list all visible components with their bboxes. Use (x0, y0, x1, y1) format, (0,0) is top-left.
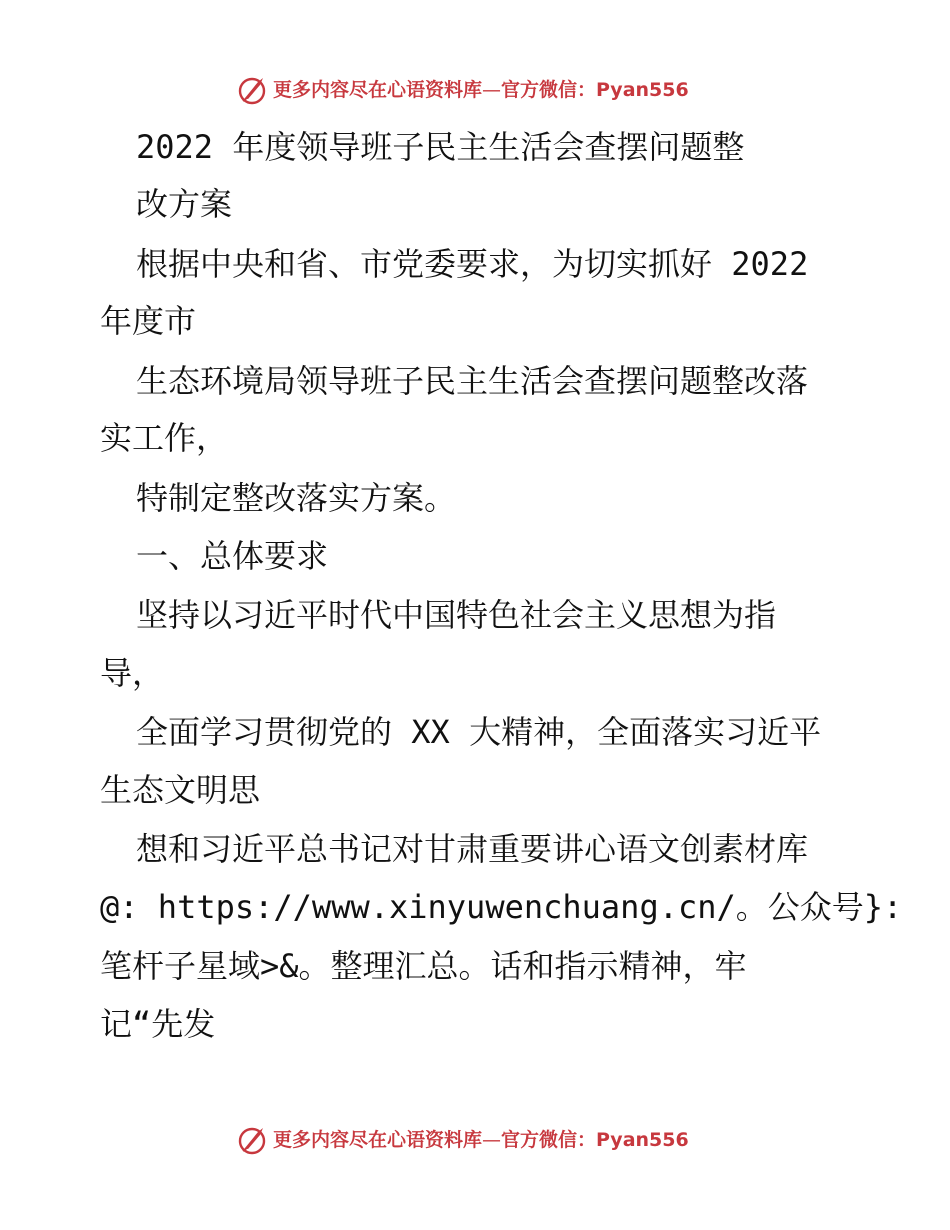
text-line: 生态环境局领导班子民主生活会查摆问题整改落 (136, 362, 809, 400)
watermark-official: 官方微信： (501, 79, 597, 101)
watermark-wechat-id: Pyan556 (596, 79, 689, 101)
watermark-wechat-id: Pyan556 (596, 1129, 689, 1151)
text-line: 特制定整改落实方案。 (136, 479, 457, 517)
text-line: @: https://www.xinyuwenchuang.cn/。公众号}: (100, 888, 903, 926)
watermark-text (273, 77, 689, 103)
text-line: 导， (100, 654, 165, 692)
text-line: 想和习近平总书记对甘肃重要讲心语文创素材库 (136, 830, 809, 868)
watermark-text (273, 1127, 689, 1153)
watermark-official: 官方微信： (501, 1129, 597, 1151)
text-line: 生态文明思 (100, 771, 261, 809)
text-line: 记“先发 (100, 1005, 216, 1043)
section-heading: 一、总体要求 (136, 537, 329, 575)
watermark-separator: — (482, 1129, 502, 1151)
text-line: 改方案 (136, 185, 233, 223)
watermark-slogan: 更多内容尽在心语资料库 (273, 79, 483, 101)
watermark-separator: — (482, 79, 502, 101)
watermark-slogan: 更多内容尽在心语资料库 (273, 1129, 483, 1151)
text-line: 笔杆子星域>&。整理汇总。话和指示精神，牢 (100, 947, 747, 985)
text-line: 年度市 (100, 302, 197, 340)
quill-logo-icon (236, 73, 270, 107)
text-line: 2022 年度领导班子民主生活会查摆问题整 (136, 128, 745, 166)
text-line: 坚持以习近平时代中国特色社会主义思想为指 (136, 596, 777, 634)
header-watermark (0, 72, 950, 108)
text-line: 实工作， (100, 419, 229, 457)
footer-watermark (0, 1122, 950, 1158)
text-line: 根据中央和省、市党委要求，为切实抓好 2022 (136, 245, 809, 283)
text-line: 全面学习贯彻党的 XX 大精神，全面落实习近平 (136, 713, 822, 751)
quill-logo-icon (236, 1123, 270, 1157)
